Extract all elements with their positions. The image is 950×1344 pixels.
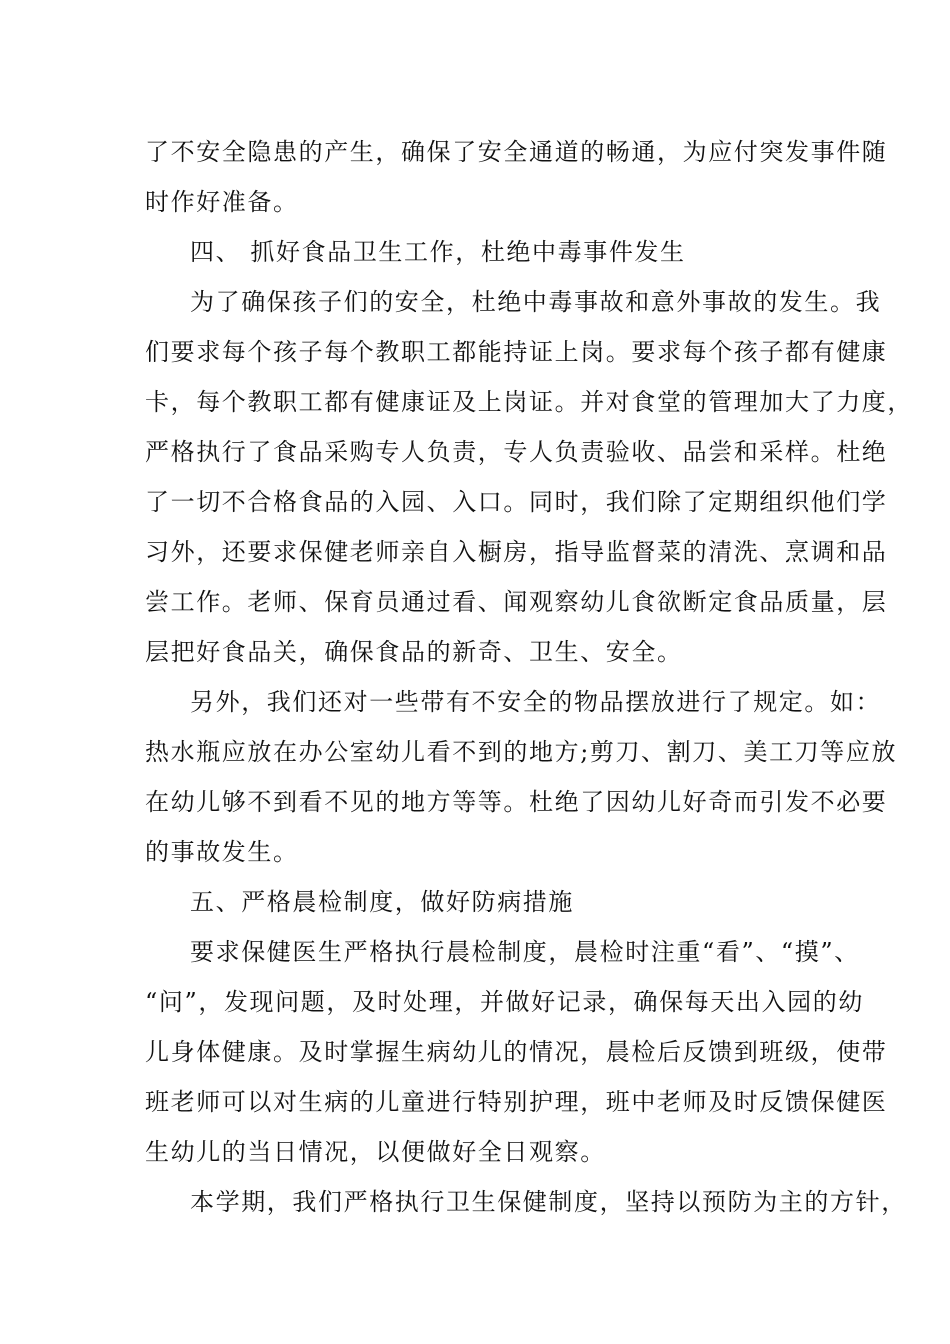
text-line: 热水瓶应放在办公室幼儿看不到的地方;剪刀、割刀、美工刀等应放 — [145, 738, 898, 766]
text-line: 了一切不合格食品的入园、入口。同时，我们除了定期组织他们学 — [145, 488, 888, 516]
text-line: 在幼儿够不到看不见的地方等等。杜绝了因幼儿好奇而引发不必要 — [145, 788, 888, 816]
paragraph-first-line: 为了确保孩子们的安全，杜绝中毒事故和意外事故的发生。我 — [190, 288, 882, 316]
text-line: 生幼儿的当日情况，以便做好全日观察。 — [145, 1138, 606, 1166]
paragraph-first-line: 要求保健医生严格执行晨检制度，晨检时注重“看”、“摸”、 — [190, 938, 860, 966]
text-line: 严格执行了食品采购专人负责，专人负责验收、品尝和采样。杜绝 — [145, 438, 888, 466]
text-line: 的事故发生。 — [145, 838, 299, 866]
text-line: 习外，还要求保健老师亲自入橱房，指导监督菜的清洗、烹调和品 — [145, 538, 888, 566]
text-line: 层把好食品关，确保食品的新奇、卫生、安全。 — [145, 638, 683, 666]
paragraph-first-line: 本学期，我们严格执行卫生保健制度，坚持以预防为主的方针， — [190, 1188, 907, 1216]
paragraph-first-line: 另外，我们还对一些带有不安全的物品摆放进行了规定。如： — [190, 688, 882, 716]
section-heading-4: 四、 抓好食品卫生工作，杜绝中毒事件发生 — [190, 238, 686, 266]
text-line: 了不安全隐患的产生，确保了安全通道的畅通，为应付突发事件随 — [145, 138, 888, 166]
section-heading-5: 五、严格晨检制度，做好防病措施 — [190, 888, 574, 916]
text-line: 班老师可以对生病的儿童进行特别护理，班中老师及时反馈保健医 — [145, 1088, 888, 1116]
text-line: 儿身体健康。及时掌握生病幼儿的情况，晨检后反馈到班级，使带 — [145, 1038, 888, 1066]
text-line: 尝工作。老师、保育员通过看、闻观察幼儿食欲断定食品质量，层 — [145, 588, 888, 616]
text-line: 卡，每个教职工都有健康证及上岗证。并对食堂的管理加大了力度， — [145, 388, 913, 416]
text-line: “问”，发现问题，及时处理，并做好记录，确保每天出入园的幼 — [145, 988, 864, 1016]
text-line: 时作好准备。 — [145, 188, 299, 216]
text-line: 们要求每个孩子每个教职工都能持证上岗。要求每个孩子都有健康 — [145, 338, 888, 366]
